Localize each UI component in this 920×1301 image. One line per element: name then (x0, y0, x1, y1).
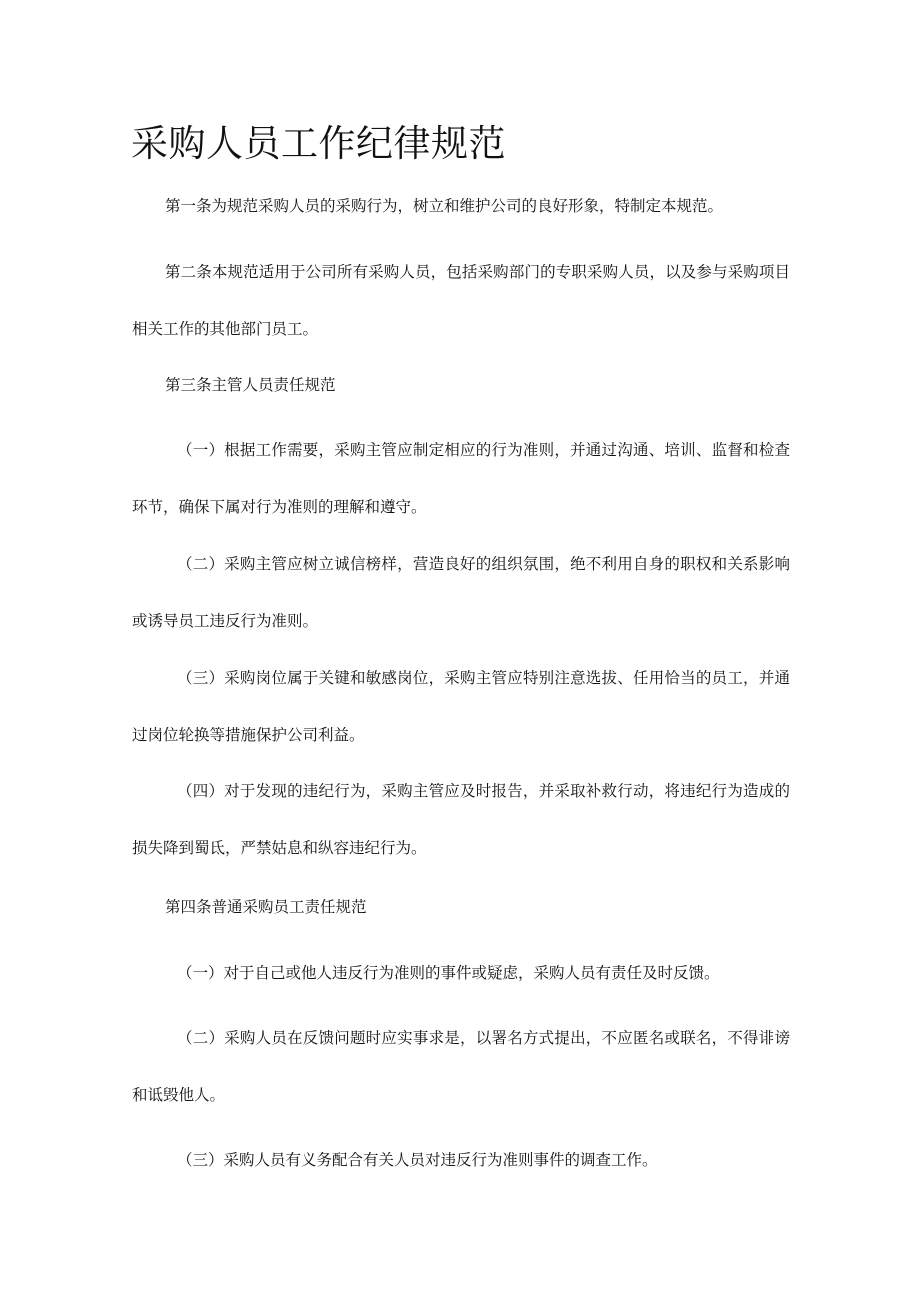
article-3-item-1: （一）根据工作需要，采购主管应制定相应的行为准则，并通过沟通、培训、监督和检查环节，确保下属对行为准则的理解和遵守。 (132, 441, 790, 516)
article-3-item-3: （三）采购岗位属于关键和敏感岗位，采购主管应特别注意选拔、任用恰当的员工，并通过岗位轮换等措施保护公司利益。 (132, 669, 790, 744)
article-4-heading: 第四条普通采购员工责任规范 (165, 898, 367, 916)
article-2: 第二条本规范适用于公司所有采购人员，包括采购部门的专职采购人员，以及参与采购项目相关工作的其他部门员工。 (132, 263, 790, 338)
article-3-item-2: （二）采购主管应树立诚信榜样，营造良好的组织氛围，绝不利用自身的职权和关系影响或诱导员工违反行为准则。 (132, 555, 790, 630)
document-title: 采购人员工作纪律规范 (131, 122, 506, 165)
article-3-heading: 第三条主管人员责任规范 (165, 376, 336, 394)
article-4-item-1: （一）对于自己或他人违反行为准则的事件或疑虑，采购人员有责任及时反馈。 (177, 964, 720, 982)
article-1: 第一条为规范采购人员的采购行为，树立和维护公司的良好形象，特制定本规范。 (165, 197, 724, 215)
article-3-item-4: （四）对于发现的违纪行为，采购主管应及时报告，并采取补救行动，将违纪行为造成的损失降到蜀氐，严禁姑息和纵容违纪行为。 (132, 782, 790, 857)
article-4-item-2: （二）采购人员在反馈问题时应实事求是，以署名方式提出，不应匿名或联名，不得诽谤和诋毁他人。 (132, 1029, 790, 1104)
article-4-item-3: （三）采购人员有义务配合有关人员对违反行为准则事件的调查工作。 (177, 1151, 658, 1169)
